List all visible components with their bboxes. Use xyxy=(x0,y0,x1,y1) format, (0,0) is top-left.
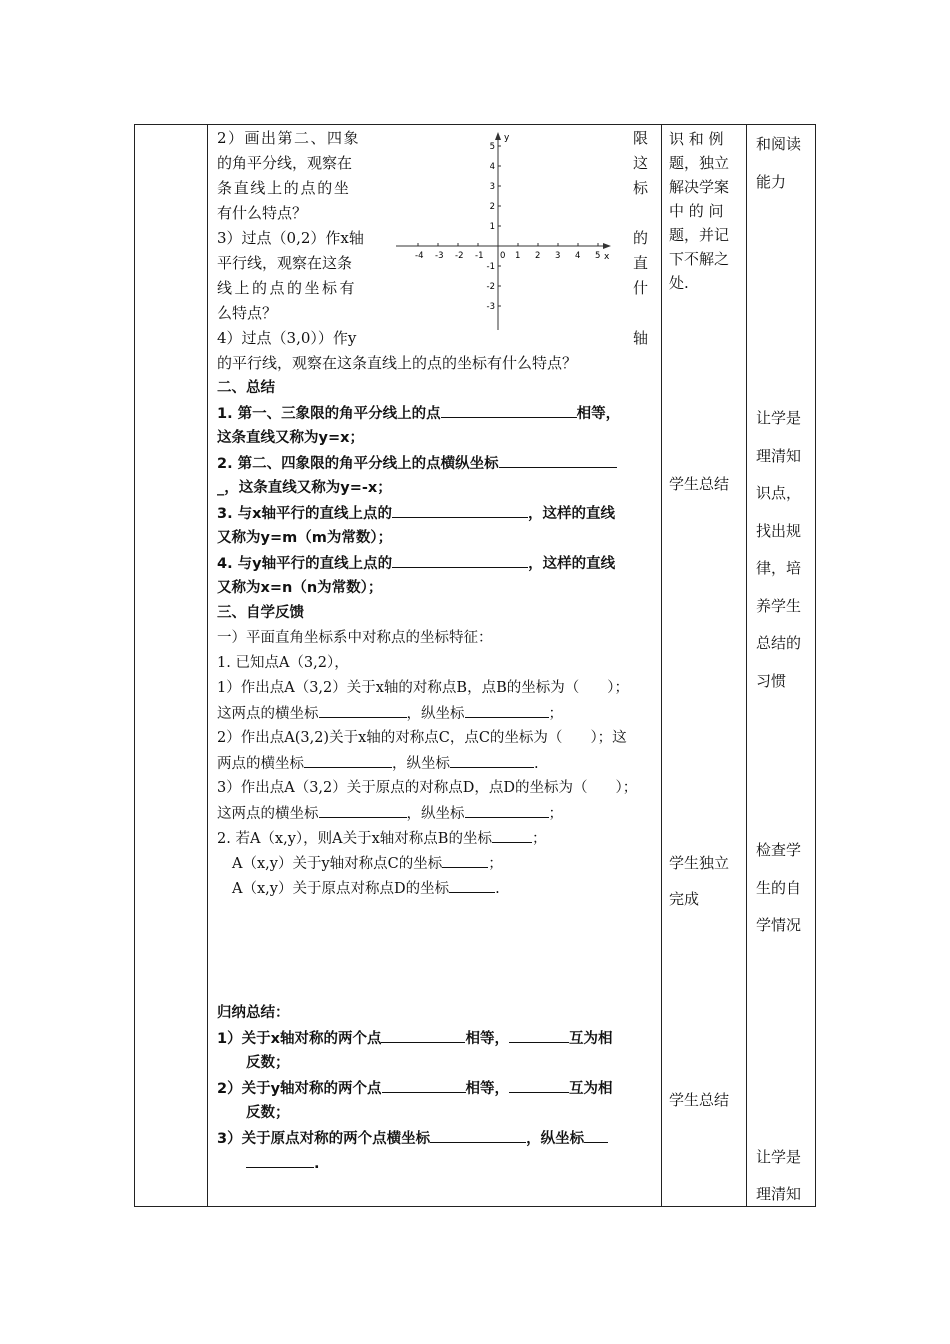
conclusion-item3-text: 3）关于原点对称的两个点横坐标 xyxy=(217,1131,431,1147)
q1-part1-text: 1）作出点A（3,2）关于x轴的对称点B，点B的坐标为（ xyxy=(217,680,580,696)
feedback-q1-part1-line1 xyxy=(217,678,629,698)
summary-item1-line2: 这条直线又称为y=x； xyxy=(217,430,364,446)
y-tick-label: -2 xyxy=(486,282,495,292)
conclusion-item1-line2: 反数； xyxy=(246,1055,290,1071)
blank xyxy=(382,1078,466,1093)
conclusion-item2-line1 xyxy=(217,1078,613,1099)
q1-part3-end2: ； xyxy=(548,806,563,822)
summary-item3-line1 xyxy=(217,503,615,524)
y-tick-label: 3 xyxy=(489,182,495,192)
summary-item4-line2: 又称为x=n（n为常数）； xyxy=(217,580,383,596)
coordinate-graph xyxy=(390,128,616,334)
item4-line1: 4）过点（3,0））作y xyxy=(217,329,357,347)
summary-item2-line1 xyxy=(217,453,617,474)
feedback-q2-line2 xyxy=(232,853,503,874)
item3-line4: 么特点？ xyxy=(217,304,278,322)
q1-part1-text3: ，纵坐标 xyxy=(406,706,465,722)
col3-top-line: 题，独立 xyxy=(669,154,730,172)
col4-check-line: 检查学 xyxy=(756,841,802,859)
col4-mid-line: 律，培 xyxy=(756,559,802,577)
item2-right2: 这 xyxy=(633,154,649,172)
col3-top-line: 题，并记 xyxy=(669,226,730,244)
x-tick-label: 3 xyxy=(555,251,561,261)
q1-part2-end2: . xyxy=(534,756,539,772)
col3-top-line: 中 的 问 xyxy=(669,202,724,220)
col4-mid-line: 识点， xyxy=(756,484,802,502)
q1-part1-end: ）； xyxy=(607,680,629,696)
item3-right3: 什 xyxy=(633,279,649,297)
conclusion-item2-line2: 反数； xyxy=(246,1105,290,1121)
feedback-q1-part3-line2 xyxy=(217,803,563,824)
table-bottom-border xyxy=(134,1206,816,1207)
y-axis-arrow xyxy=(495,132,501,140)
q1-part2-text3: ，纵坐标 xyxy=(392,756,450,772)
q1-part1-text2: 这两点的横坐标 xyxy=(217,706,319,722)
item2-line3: 条直线上的点的坐 xyxy=(217,179,351,197)
conclusion-item2-tail: 互为相 xyxy=(569,1081,613,1097)
col4-bottom xyxy=(756,1139,810,1213)
col4-mid-line: 让学是 xyxy=(756,409,802,427)
blank xyxy=(465,703,549,718)
col4-top-line: 和阅读 xyxy=(756,135,802,153)
q1-part2-text: 2）作出点A(3,2)关于x轴的对称点C，点C的坐标为（ xyxy=(217,730,563,746)
table-col-divider-1 xyxy=(207,124,208,1207)
conclusion-item3-line1 xyxy=(217,1128,608,1149)
x-axis-arrow xyxy=(603,243,611,249)
blank xyxy=(392,503,528,518)
summary-item4-text: 4. 与y轴平行的直线上点的 xyxy=(217,556,393,572)
summary-item1-tail: 相等， xyxy=(576,406,621,422)
conclusion-item2-text: 2）关于y轴对称的两个点 xyxy=(217,1081,382,1097)
q2-text2: A（x,y）关于y轴对称点C的坐标 xyxy=(232,856,443,872)
x-tick-label: 0 xyxy=(500,251,506,261)
conclusion-item3-end: . xyxy=(314,1156,320,1172)
feedback-q2-line3 xyxy=(232,878,500,899)
feedback-q1-part1-line2 xyxy=(217,703,563,724)
q1-part3-end: ）； xyxy=(615,780,638,796)
y-axis-label: y xyxy=(504,133,510,143)
item3-line3: 线上的点的坐标有 xyxy=(217,279,358,297)
blank xyxy=(492,828,532,843)
item2-right1: 限 xyxy=(633,129,649,147)
col4-mid-line: 总结的 xyxy=(756,634,802,652)
conclusion-item2-mid: 相等， xyxy=(465,1081,510,1097)
feedback-q1-part2-line2 xyxy=(217,753,539,774)
col4-mid-line: 理清知 xyxy=(756,446,802,465)
q1-part3-text: 3）作出点A（3,2）关于原点的对称点D，点D的坐标为（ xyxy=(217,780,588,796)
feedback-q2-line1 xyxy=(217,828,546,849)
summary-item3-text: 3. 与x轴平行的直线上点的 xyxy=(217,506,392,522)
blank xyxy=(449,878,495,893)
col4-mid-line: 习惯 xyxy=(756,671,787,690)
col4-check-line: 学情况 xyxy=(756,916,802,934)
q1-part3-text2: 这两点的横坐标 xyxy=(217,806,319,822)
col4-top xyxy=(756,125,810,201)
blank xyxy=(584,1128,608,1143)
q1-part2-end: ）；这 xyxy=(590,730,627,746)
blank xyxy=(319,703,407,718)
x-tick-label: -3 xyxy=(435,251,444,261)
summary-item1-text: 1. 第一、三象限的角平分线上的点 xyxy=(217,406,441,422)
summary-item2-line2: _，这条直线又称为y=-x； xyxy=(217,480,392,496)
blank xyxy=(246,1153,314,1168)
q2-end3: . xyxy=(495,881,500,897)
blank xyxy=(465,803,549,818)
summary-item4-tail: ，这样的直线 xyxy=(528,556,616,572)
y-tick-label: 1 xyxy=(489,222,495,232)
item2-line1: 2）画出第二、四象 xyxy=(217,129,361,147)
table-col-divider-2 xyxy=(661,124,662,1207)
col3-top-line: 下不解之 xyxy=(669,250,730,268)
blank xyxy=(319,803,407,818)
feedback-q1: 1. 已知点A（3,2）， xyxy=(217,655,349,671)
summary-item3-line2: 又称为y=m（m为常数）； xyxy=(217,530,393,546)
q2-end2: ； xyxy=(488,856,503,872)
col3-top xyxy=(669,127,741,295)
x-axis-label: x xyxy=(604,252,610,262)
blank xyxy=(304,753,392,768)
item2-line4: 有什么特点？ xyxy=(217,204,308,222)
summary-item4-line1 xyxy=(217,553,615,574)
blank xyxy=(392,553,528,568)
col4-mid xyxy=(756,400,810,700)
y-tick-label: 4 xyxy=(489,162,495,172)
blank xyxy=(450,753,534,768)
x-tick-label: 2 xyxy=(535,251,541,261)
y-tick-label: 5 xyxy=(489,142,495,152)
summary-item1-line1 xyxy=(217,403,620,424)
item4-right1: 轴 xyxy=(633,329,649,347)
blank xyxy=(430,1128,526,1143)
col3-top-line: 识 和 例 xyxy=(669,130,724,148)
blank xyxy=(442,853,488,868)
col4-bottom-line: 理清知 xyxy=(756,1185,802,1203)
blank xyxy=(441,403,577,418)
item3-line1: 3）过点（0,2）作x轴 xyxy=(217,229,364,247)
q1-part2-text2: 两点的横坐标 xyxy=(217,756,304,772)
col3-top-line: 解决学案 xyxy=(669,178,730,196)
col3-top-line: 处. xyxy=(669,274,689,292)
y-tick-label: 2 xyxy=(489,202,495,212)
feedback-subheading: 一）平面直角坐标系中对称点的坐标特征： xyxy=(217,630,493,646)
x-tick-label: -1 xyxy=(475,251,484,261)
item2-line2: 的角平分线，观察在 xyxy=(217,154,353,172)
table-right-border xyxy=(815,124,816,1207)
conclusion-item1-line1 xyxy=(217,1028,612,1049)
col4-top-line: 能力 xyxy=(756,173,787,191)
col3-conclusion-note: 学生总结 xyxy=(669,1091,730,1109)
table-col-divider-3 xyxy=(746,124,747,1207)
col4-bottom-line: 让学是 xyxy=(756,1148,802,1166)
col4-check xyxy=(756,832,810,945)
q2-end1: ； xyxy=(531,831,547,847)
q2-text1: 2. 若A（x,y），则A关于x轴对称点B的坐标 xyxy=(217,831,492,847)
blank xyxy=(499,453,617,468)
col3-feedback-note xyxy=(669,845,741,917)
summary-heading: 二、总结 xyxy=(217,380,275,396)
col4-check-line: 生的自 xyxy=(756,878,802,897)
conclusion-item1-mid: 相等， xyxy=(465,1031,509,1047)
summary-item3-tail: ，这样的直线 xyxy=(528,506,615,522)
item4-line2: 的平行线，观察在这条直线上的点的坐标有什么特点？ xyxy=(217,354,578,372)
q1-part3-text3: ，纵坐标 xyxy=(406,806,465,822)
x-tick-label: 4 xyxy=(575,251,581,261)
blank xyxy=(381,1028,465,1043)
table-left-border xyxy=(134,124,135,1207)
conclusion-item1-text: 1）关于x轴对称的两个点 xyxy=(217,1031,382,1047)
q1-part1-end2: ； xyxy=(548,706,563,722)
col4-mid-line: 养学生 xyxy=(756,596,802,615)
conclusion-item1-tail: 互为相 xyxy=(568,1031,613,1047)
col4-mid-line: 找出规 xyxy=(756,521,802,540)
y-tick-label: -3 xyxy=(486,302,495,312)
item2-right3: 标 xyxy=(633,179,649,197)
blank xyxy=(509,1028,569,1043)
feedback-heading: 三、自学反馈 xyxy=(217,605,304,621)
feedback-q1-part3-line1 xyxy=(217,778,637,798)
x-tick-label: 5 xyxy=(595,251,601,261)
x-tick-label: -2 xyxy=(455,251,464,261)
table-top-border xyxy=(134,124,816,125)
conclusion-item3-line2 xyxy=(246,1153,320,1174)
y-tick-label: -1 xyxy=(486,262,495,272)
conclusion-heading: 归纳总结： xyxy=(217,1005,290,1021)
feedback-q1-part2-line1 xyxy=(217,728,627,748)
blank xyxy=(509,1078,569,1093)
item3-right2: 直 xyxy=(633,254,649,272)
col3-feedback-line2: 完成 xyxy=(669,890,700,908)
q2-text3: A（x,y）关于原点对称点D的坐标 xyxy=(232,881,450,897)
col3-summary-note: 学生总结 xyxy=(669,475,730,493)
x-tick-label: 1 xyxy=(515,251,521,261)
x-tick-label: -4 xyxy=(415,251,424,261)
col3-feedback-line1: 学生独立 xyxy=(669,854,730,872)
summary-item2-text: 2. 第二、四象限的角平分线上的点横纵坐标 xyxy=(217,456,499,472)
item3-line2: 平行线，观察在这条 xyxy=(217,254,353,272)
conclusion-item3-mid: ，纵坐标 xyxy=(526,1131,585,1147)
item3-right1: 的 xyxy=(633,229,649,247)
